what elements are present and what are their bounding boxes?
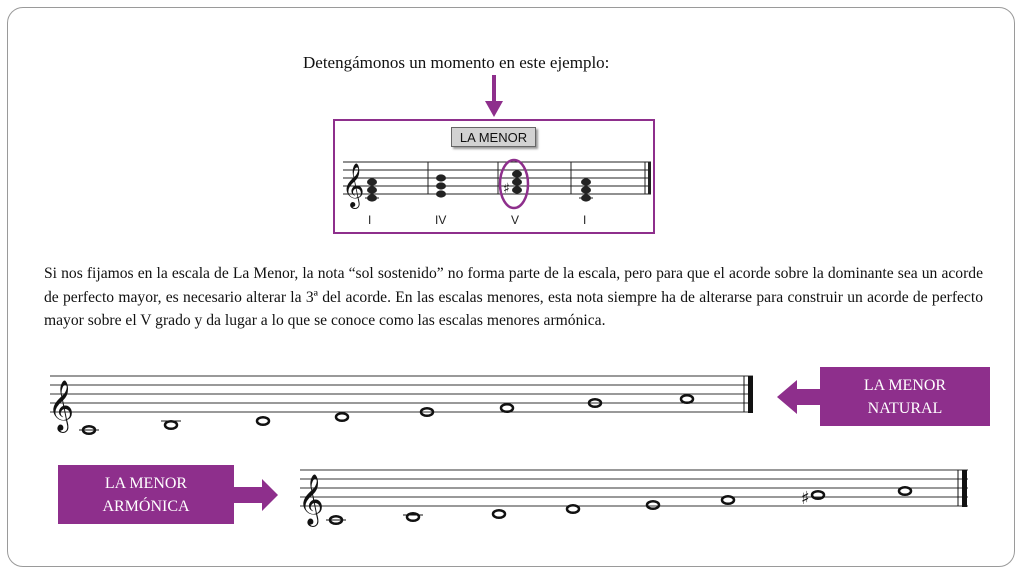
- harmonic-label-line2: ARMÓNICA: [102, 497, 190, 515]
- sharp-icon: ♯: [801, 488, 810, 509]
- degree-label: I: [368, 213, 372, 227]
- treble-clef-icon: 𝄞: [342, 163, 365, 207]
- harmonic-label-line1: LA MENOR: [104, 474, 188, 492]
- natural-label-line2: NATURAL: [867, 399, 943, 417]
- arrow-down-icon: [484, 75, 504, 119]
- intro-text: Detengámonos un momento en este ejemplo:: [303, 53, 610, 72]
- explanation-text: Si nos fijamos en la escala de La Menor, la nota “sol sostenido” no forma parte de la escala, pero para que el acorde sobre la dominante sea un acorde de perfecto mayor, es necesario alterar la 3ª del acorde. En las escalas menores, esta nota siempre ha de alterarse para construir un acorde de perfecto mayor sobre el V grado y da lugar a lo que se conoce como las escalas menores armónica.: [44, 265, 983, 329]
- treble-clef-icon: 𝄞: [48, 380, 75, 431]
- harmonic-minor-label: [58, 465, 234, 524]
- degree-label: V: [511, 213, 520, 227]
- explanation-paragraph: [44, 262, 983, 333]
- key-label: LA MENOR: [451, 127, 536, 147]
- natural-minor-label: [820, 367, 990, 426]
- degree-label: I: [583, 213, 587, 227]
- degree-label: IV: [435, 213, 447, 227]
- natural-label-line1: LA MENOR: [863, 376, 947, 394]
- sharp-icon: ♯: [503, 181, 510, 197]
- treble-clef-icon: 𝄞: [298, 474, 325, 525]
